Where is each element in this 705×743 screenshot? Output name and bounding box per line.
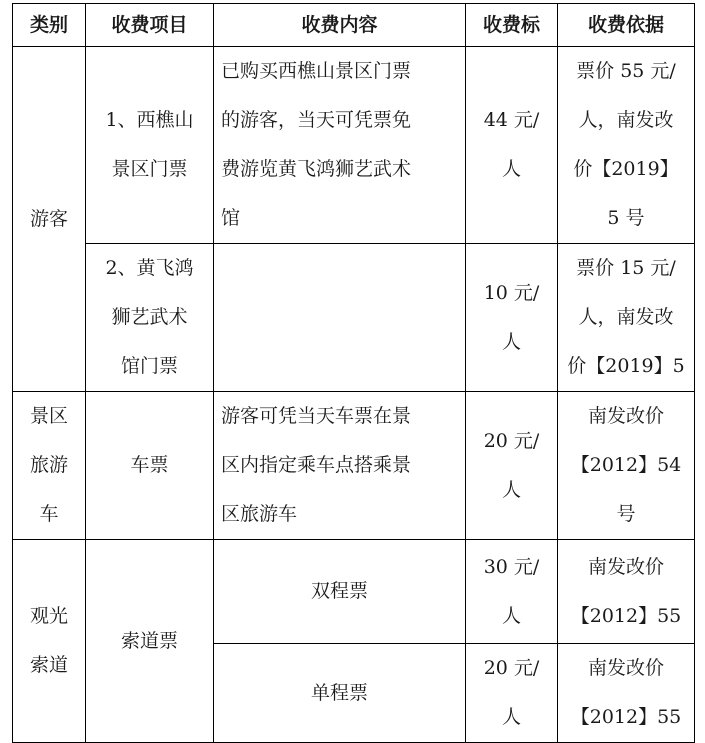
basis-wushu-hall-ticket: 票价 15 元/ 人，南发改 价【2019】5	[558, 244, 695, 392]
item-scenic-ticket: 1、西樵山 景区门票	[86, 47, 214, 244]
basis-round-trip: 南发改价 【2012】55	[558, 540, 695, 644]
item-wushu-hall-ticket: 2、黄飞鸿 狮艺武术 馆门票	[86, 244, 214, 392]
fee-table	[12, 3, 695, 743]
basis-scenic-ticket: 票价 55 元/ 人，南发改 价【2019】 5 号	[558, 47, 695, 244]
header-content: 收费内容	[214, 4, 466, 47]
basis-single-trip: 南发改价 【2012】55	[558, 644, 695, 743]
header-basis: 收费依据	[558, 4, 695, 47]
price-round-trip: 30 元/ 人	[466, 540, 558, 644]
category-cableway: 观光 索道	[13, 540, 86, 743]
header-price: 收费标	[466, 4, 558, 47]
content-single-trip: 单程票	[214, 644, 466, 743]
item-cableway-ticket: 索道票	[86, 540, 214, 743]
category-tourist: 游客	[13, 47, 86, 392]
content-wushu-hall-ticket	[214, 244, 466, 392]
table-row	[13, 540, 695, 644]
content-scenic-ticket: 已购买西樵山景区门票 的游客，当天可凭票免 费游览黄飞鸿狮艺武术 馆	[214, 47, 466, 244]
content-bus-ticket: 游客可凭当天车票在景 区内指定乘车点搭乘景 区旅游车	[214, 392, 466, 540]
price-wushu-hall-ticket: 10 元/ 人	[466, 244, 558, 392]
price-bus-ticket: 20 元/ 人	[466, 392, 558, 540]
table-row	[13, 392, 695, 540]
content-round-trip: 双程票	[214, 540, 466, 644]
table-row	[13, 244, 695, 392]
price-scenic-ticket: 44 元/ 人	[466, 47, 558, 244]
header-category: 类别	[13, 4, 86, 47]
category-bus: 景区 旅游 车	[13, 392, 86, 540]
basis-bus-ticket: 南发改价 【2012】54 号	[558, 392, 695, 540]
table-row	[13, 47, 695, 244]
header-row	[13, 4, 695, 47]
item-bus-ticket: 车票	[86, 392, 214, 540]
header-item: 收费项目	[86, 4, 214, 47]
price-single-trip: 20 元/ 人	[466, 644, 558, 743]
